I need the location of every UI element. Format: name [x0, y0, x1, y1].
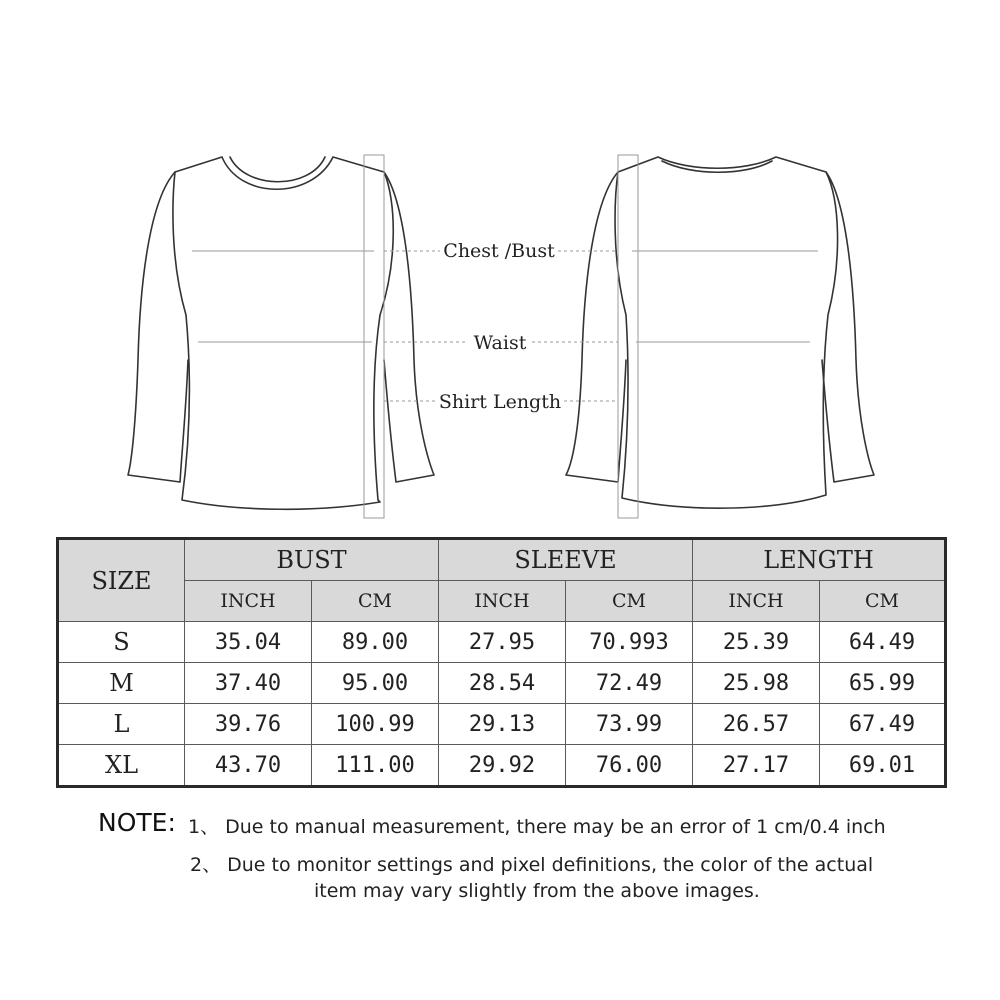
- table-row: [58, 745, 946, 787]
- back-right-sleeve: [822, 172, 874, 482]
- size-cell: M: [58, 663, 185, 704]
- length-cm-cell: 69.01: [820, 745, 946, 787]
- front-shirt-outline: [173, 157, 393, 509]
- bust-inch-cell: 37.40: [185, 663, 312, 704]
- bust-inch-cell: 43.70: [185, 745, 312, 787]
- shirt-diagram: [0, 140, 1000, 530]
- bust-cm-cell: 111.00: [312, 745, 439, 787]
- length-inch-cell: 25.98: [693, 663, 820, 704]
- bust-cm-header: CM: [312, 581, 439, 622]
- back-shirt-outline: [615, 157, 837, 508]
- sleeve-cm-cell: 76.00: [566, 745, 693, 787]
- length-cm-cell: 65.99: [820, 663, 946, 704]
- sleeve-inch-header: INCH: [439, 581, 566, 622]
- sleeve-inch-cell: 29.13: [439, 704, 566, 745]
- length-inch-cell: 25.39: [693, 622, 820, 663]
- length-cm-cell: 67.49: [820, 704, 946, 745]
- shirt-length-label: Shirt Length: [438, 391, 562, 413]
- bust-cm-cell: 89.00: [312, 622, 439, 663]
- sleeve-inch-cell: 29.92: [439, 745, 566, 787]
- table-row: [58, 704, 946, 745]
- length-inch-cell: 27.17: [693, 745, 820, 787]
- length-inch-cell: 26.57: [693, 704, 820, 745]
- table-row: [58, 663, 946, 704]
- sleeve-cm-header: CM: [566, 581, 693, 622]
- front-right-sleeve: [384, 172, 434, 482]
- bust-inch-cell: 35.04: [185, 622, 312, 663]
- bust-cm-cell: 95.00: [312, 663, 439, 704]
- back-collar: [662, 161, 772, 172]
- size-cell: S: [58, 622, 185, 663]
- sleeve-cm-cell: 72.49: [566, 663, 693, 704]
- sleeve-inch-cell: 27.95: [439, 622, 566, 663]
- waist-label: Waist: [473, 332, 527, 354]
- bust-inch-cell: 39.76: [185, 704, 312, 745]
- sleeve-cm-cell: 70.993: [566, 622, 693, 663]
- chest-bust-label: Chest /Bust: [443, 240, 555, 262]
- bust-cm-cell: 100.99: [312, 704, 439, 745]
- front-left-sleeve: [128, 172, 188, 482]
- size-cell: L: [58, 704, 185, 745]
- table-row: [58, 622, 946, 663]
- sleeve-inch-cell: 28.54: [439, 663, 566, 704]
- length-group-header: LENGTH: [693, 539, 946, 581]
- bust-inch-header: INCH: [185, 581, 312, 622]
- length-inch-header: INCH: [693, 581, 820, 622]
- length-cm-header: CM: [820, 581, 946, 622]
- front-collar: [230, 157, 325, 182]
- note-label: NOTE:: [98, 808, 176, 837]
- size-cell: XL: [58, 745, 185, 787]
- size-chart-table: [56, 537, 947, 788]
- back-left-sleeve: [566, 172, 626, 482]
- bust-group-header: BUST: [185, 539, 439, 581]
- sleeve-cm-cell: 73.99: [566, 704, 693, 745]
- front-length-bracket: [364, 155, 384, 518]
- note-line-2: 2、 Due to monitor settings and pixel definitions, the color of the actual: [190, 854, 874, 876]
- size-column-header: SIZE: [58, 539, 185, 622]
- length-cm-cell: 64.49: [820, 622, 946, 663]
- note-line-3: item may vary slightly from the above images.: [314, 880, 760, 902]
- sleeve-group-header: SLEEVE: [439, 539, 693, 581]
- note-line-1: 1、 Due to manual measurement, there may be an error of 1 cm/0.4 inch: [188, 816, 886, 838]
- back-length-bracket: [618, 155, 638, 518]
